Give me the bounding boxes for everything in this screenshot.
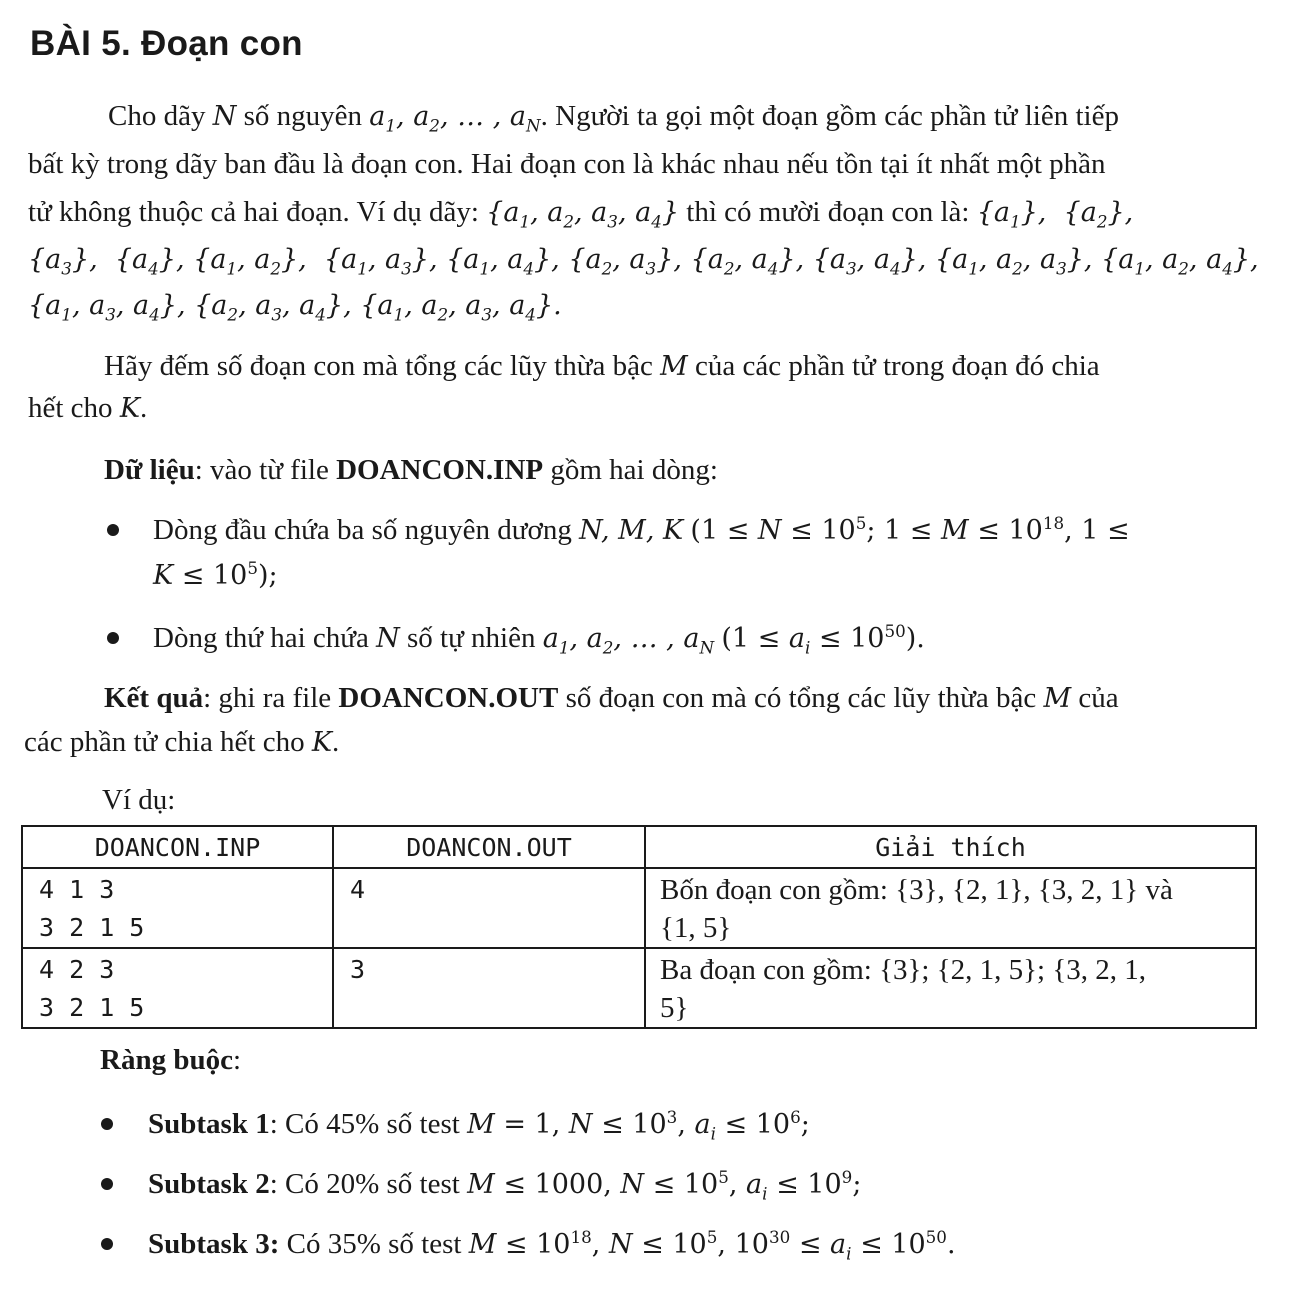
intro-text: Cho dãy — [108, 100, 213, 132]
subtask-3: Subtask 3: Có 35% số test $M \le 10^{18}$, $N \le 10^5$, $10^{30} \le a_i \le 10^{50}$. — [148, 1227, 956, 1264]
intro-text: . Người ta gọi một đoạn gồm các phần tử liên tiếp — [540, 100, 1119, 132]
subsets-line-2: {$a_1$, $a_3$, $a_4$}, {$a_2$, $a_3$, $a_4$}, {$a_1$, $a_2$, $a_3$, $a_4$}. — [28, 290, 562, 325]
constraints-label: Ràng buộc — [100, 1044, 233, 1076]
table-row — [22, 868, 1256, 948]
subtask-text: Có 35% số test — [279, 1228, 469, 1260]
intro-line-3: tử không thuộc cả hai đoạn. Ví dụ dãy: {$a_1$, $a_2$, $a_3$, $a_4$} thì có mười đoạn con là: $\{a_1\}$, $\{a_2\}$, — [28, 196, 1134, 232]
input-text: Dòng thứ hai chứa — [153, 622, 377, 654]
subtask-text: : Có 45% số test — [269, 1108, 468, 1140]
explanation-cell — [645, 868, 1256, 948]
subtask-2: Subtask 2: Có 20% số test M ≤ 1000, $N \le 10^5$, $a_i \le 10^9$; — [148, 1167, 862, 1204]
input-bullet-2: Dòng thứ hai chứa N số tự nhiên $a_1$, $a_2$, … , $a_N$ $(1 \le a_i \le 10^{50})$. — [153, 621, 925, 658]
subtask-text: : Có 20% số test — [269, 1168, 468, 1200]
bullet-icon — [101, 1238, 113, 1250]
task-text: của các phần tử trong đoạn đó chia — [687, 350, 1100, 382]
output-cell — [333, 868, 645, 948]
subtask-1: Subtask 1: Có 45% số test M = 1, $N \le 10^3$, $a_i \le 10^6$; — [148, 1107, 810, 1144]
input-file-name: DOANCON.INP — [336, 454, 544, 486]
output-text: . — [332, 726, 340, 758]
problem-title: BÀI 5. Đoạn con — [30, 24, 303, 63]
explanation-cell — [645, 948, 1256, 1028]
input-text: : vào từ file — [194, 454, 337, 486]
intro-text: tử không thuộc cả hai đoạn. Ví dụ dãy: — [28, 196, 487, 228]
output-text: các phần tử chia hết cho — [24, 726, 312, 758]
output-line-2: các phần tử chia hết cho K. — [24, 726, 340, 758]
intro-text: số nguyên — [236, 100, 370, 132]
input-bullet-1-line-2: $K \le 10^5$); — [153, 558, 278, 591]
cell-line: 4 1 3 — [39, 875, 115, 904]
input-text: số tự nhiên — [399, 622, 543, 654]
column-header: DOANCON.OUT — [333, 826, 645, 868]
subtask-label: Subtask 3: — [148, 1228, 280, 1260]
cell-line: 3 2 1 5 — [39, 913, 145, 942]
input-heading — [104, 450, 718, 490]
cell-line: 3 2 1 5 — [39, 993, 145, 1022]
task-line-2: hết cho K. — [28, 392, 148, 424]
input-bullet-1-line-1: Dòng đầu chứa ba số nguyên dương N, M, K ($1 \le N \le 10^5$; $1 \le M \le 10^{18}$, 1 ≤ — [153, 513, 1130, 546]
bullet-icon — [101, 1178, 113, 1190]
task-text: hết cho — [28, 392, 120, 424]
output-text: số đoạn con mà có tổng các lũy thừa bậc — [558, 682, 1044, 714]
input-label: Dữ liệu — [104, 454, 195, 486]
input-text: Dòng đầu chứa ba số nguyên dương — [153, 514, 580, 546]
table-header-row — [22, 826, 1256, 868]
cell-line: 4 2 3 — [39, 955, 115, 984]
intro-text: thì có mười đoạn con là: — [679, 196, 977, 228]
output-text: : ghi ra file — [203, 682, 339, 714]
output-cell — [333, 948, 645, 1028]
subtask-label: Subtask 1 — [148, 1108, 270, 1140]
cell-line: 5} — [660, 992, 689, 1024]
bullet-icon — [107, 524, 119, 536]
output-text: của — [1071, 682, 1119, 714]
cell-line: 3 — [350, 955, 366, 984]
column-header: Giải thích — [645, 826, 1256, 868]
constraints-colon: : — [232, 1044, 242, 1076]
example-table — [21, 825, 1257, 1029]
table-row — [22, 948, 1256, 1028]
cell-line: {1, 5} — [660, 912, 732, 944]
task-line-1: Hãy đếm số đoạn con mà tổng các lũy thừa bậc M của các phần tử trong đoạn đó chia — [104, 350, 1100, 382]
input-text: gồm hai dòng: — [543, 454, 718, 486]
cell-line: Ba đoạn con gồm: {3}; {2, 1, 5}; {3, 2, 1, — [660, 954, 1147, 986]
column-header: DOANCON.INP — [22, 826, 333, 868]
bullet-icon — [101, 1118, 113, 1130]
task-text: Hãy đếm số đoạn con mà tổng các lũy thừa bậc — [104, 350, 661, 382]
intro-line-2: bất kỳ trong dãy ban đầu là đoạn con. Hai đoạn con là khác nhau nếu tồn tại ít nhất một phần — [28, 148, 1106, 180]
output-heading: Kết quả: ghi ra file DOANCON.OUT số đoạn con mà có tổng các lũy thừa bậc M của — [104, 682, 1119, 714]
bullet-icon — [107, 632, 119, 644]
input-cell — [22, 948, 333, 1028]
task-text: . — [139, 392, 148, 424]
subtask-label: Subtask 2 — [148, 1168, 270, 1200]
subsets-line-1: $\{a_3\}$, $\{a_4\}$, {$a_1$, $a_2$}, {$a_1$, $a_3$}, {$a_1$, $a_4$}, {$a_2$, $a_3$}, {$a_2$, $a_4$}, {$a_3$, $a_4$}, {$a_1$, $a_2$, $a_3$}, {$a_1$, $a_2$, $a_4$}, — [28, 244, 1259, 279]
output-file-name: DOANCON.OUT — [338, 682, 559, 714]
input-cell — [22, 868, 333, 948]
output-label: Kết quả — [104, 682, 204, 714]
cell-line: 4 — [350, 875, 366, 904]
cell-line: Bốn đoạn con gồm: {3}, {2, 1}, {3, 2, 1} và — [660, 874, 1173, 906]
constraints-heading — [100, 1040, 241, 1080]
example-label: Ví dụ: — [102, 784, 176, 816]
intro-line-1: Cho dãy N số nguyên $a_1$, $a_2$, … , $a_N$. Người ta gọi một đoạn gồm các phần tử liên tiếp — [108, 100, 1119, 136]
